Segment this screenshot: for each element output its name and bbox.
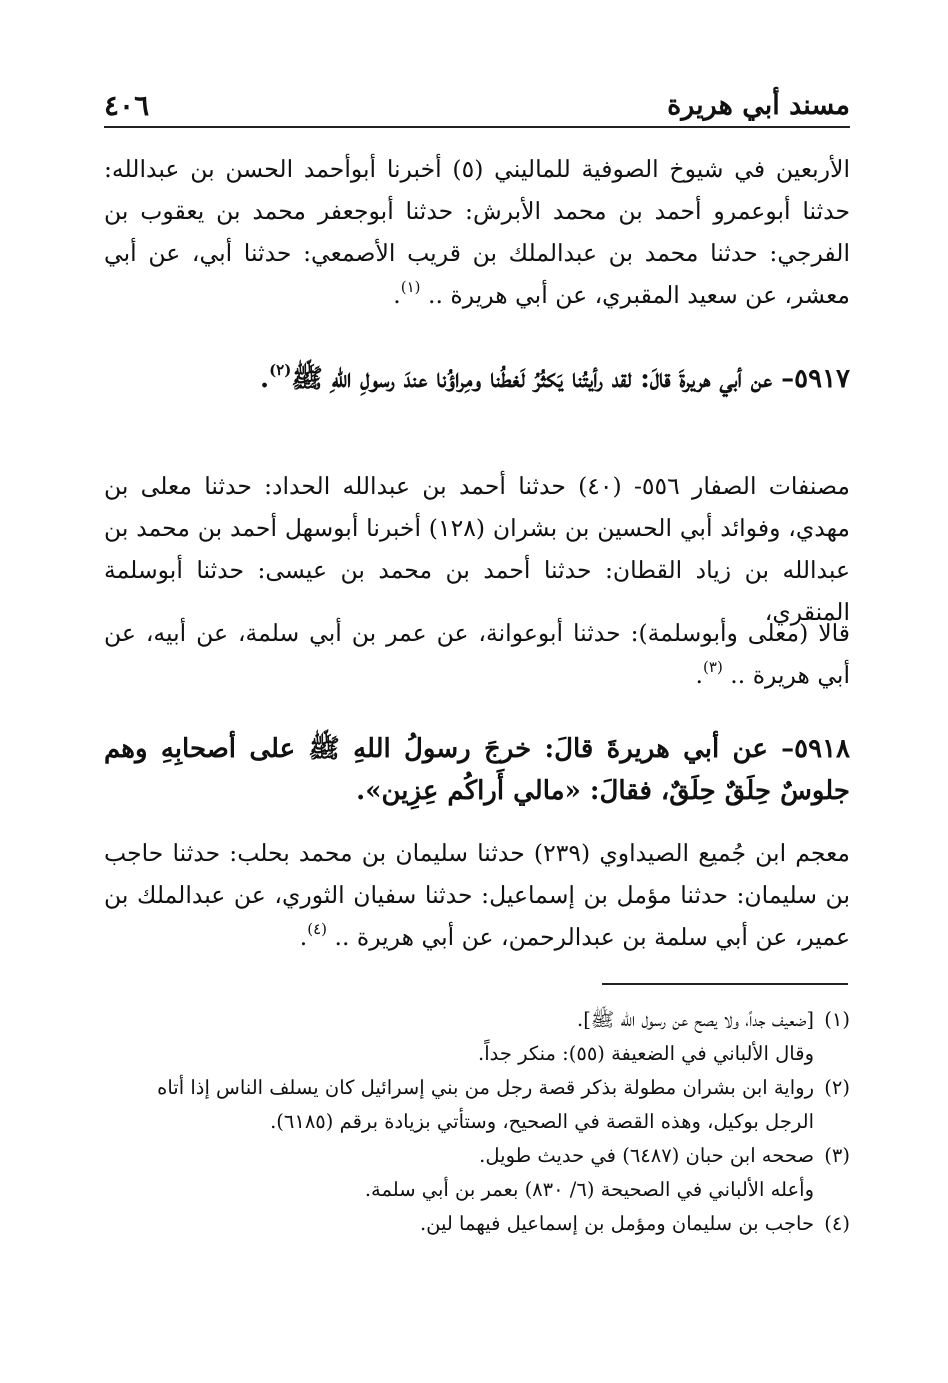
footnote-number: (٤) xyxy=(824,1212,850,1235)
footnote-line: وقال الألباني في الضعيفة (٥٥): منكر جداً. xyxy=(478,1042,814,1065)
hadith-text: عن أبي هريرةَ قالَ: لقد رأيتُنا يَكثُرُ لَغطُنا ومِراؤُنا عندَ رسولِ اللهِ ﷺ xyxy=(291,364,773,394)
footnote-number: (٣) xyxy=(824,1144,850,1167)
footnote-1 xyxy=(104,1003,850,1071)
footnote-ref: (٤) xyxy=(307,920,327,939)
footnote-line: حاجب بن سليمان ومؤمل بن إسماعيل فيهما لين. xyxy=(419,1212,814,1235)
footnote-2 xyxy=(104,1071,850,1139)
source-paragraph-1 xyxy=(104,148,850,316)
footnote-separator xyxy=(602,983,848,985)
footnote-line: صححه ابن حبان (٦٤٨٧) في حديث طويل. xyxy=(479,1144,814,1167)
paragraph-text: قالا (معلى وأبوسلمة): حدثنا أبوعوانة، عن عمر بن أبي سلمة، عن أبيه، عن أبي هريرة .. xyxy=(104,619,850,689)
source-paragraph-3 xyxy=(104,612,850,696)
running-title: مسند أبي هريرة xyxy=(667,90,850,121)
source-paragraph-2 xyxy=(104,465,850,633)
paragraph-text: معجم ابن جُميع الصيداوي (٢٣٩) حدثنا سليمان بن محمد بحلب: حدثنا حاجب بن سليمان: حدثنا مؤمل بن إسماعيل: حدثنا سفيان الثوري، عن عبدالملك بن عمير، عن أبي سلمة بن عبدالرحمن، عن أبي هريرة .. xyxy=(104,839,850,951)
hadith-end: . xyxy=(260,364,270,394)
footnote-number: (٢) xyxy=(824,1076,850,1099)
footnote-ref: (٣) xyxy=(703,658,723,677)
footnote-4 xyxy=(104,1207,850,1241)
footnote-ref: (١) xyxy=(400,278,421,297)
footnote-line: وأعله الألباني في الصحيحة (٦/ ٨٣٠) بعمر بن أبي سلمة. xyxy=(364,1178,814,1201)
hadith-number: ٥٩١٧– xyxy=(781,364,850,394)
footnote-3 xyxy=(104,1139,850,1207)
footnote-line: [ضعيف جداً، ولا يصح عن رسول الله ﷺ]. xyxy=(577,1008,814,1031)
hadith-5917 xyxy=(104,358,850,400)
footnote-number: (١) xyxy=(824,1008,850,1031)
running-header xyxy=(104,88,850,128)
paragraph-text: مصنفات الصفار ٥٥٦- (٤٠) حدثنا أحمد بن عبدالله الحداد: حدثنا معلى بن مهدي، وفوائد أبي الحسين بن بشران (١٢٨) أخبرنا أبوسهل أحمد بن محمد بن عبدالله بن زياد القطان: حدثنا أحمد بن محمد بن عيسى: حدثنا أبوسلمة المنقري، xyxy=(104,472,850,626)
source-paragraph-4 xyxy=(104,832,850,958)
page-number: ٤٠٦ xyxy=(104,89,150,122)
paragraph-end: . xyxy=(393,281,401,309)
paragraph-end: . xyxy=(695,661,704,689)
footnotes xyxy=(104,1003,850,1241)
paragraph-text: الأربعين في شيوخ الصوفية للماليني (٥) أخبرنا أبوأحمد الحسن بن عبدالله: حدثنا أبوعمرو أحمد بن محمد الأبرش: حدثنا أبوجعفر محمد بن يعقوب بن الفرجي: حدثنا محمد بن عبدالملك بن قريب الأصمعي: حدثنا أبي، عن أبي معشر، عن سعيد المقبري، عن أبي هريرة .. xyxy=(104,155,850,309)
hadith-5918 xyxy=(104,728,850,812)
hadith-number: ٥٩١٨– xyxy=(781,734,850,764)
paragraph-end: . xyxy=(299,923,308,951)
footnote-line: رواية ابن بشران مطولة بذكر قصة رجل من بني إسرائيل كان يسلف الناس إذا أتاه الرجل بوكيل، وهذه القصة في الصحيح، وستأتي بزيادة برقم (٦١٨٥). xyxy=(157,1076,814,1133)
hadith-text: عن أبي هريرةَ قالَ: خرجَ رسولُ اللهِ ﷺ على أصحابِهِ وهم جلوسٌ حِلَقٌ حِلَقٌ، فقالَ: «مالي أَراكُم عِزِين». xyxy=(104,734,850,806)
footnote-ref: (٢) xyxy=(269,361,292,380)
